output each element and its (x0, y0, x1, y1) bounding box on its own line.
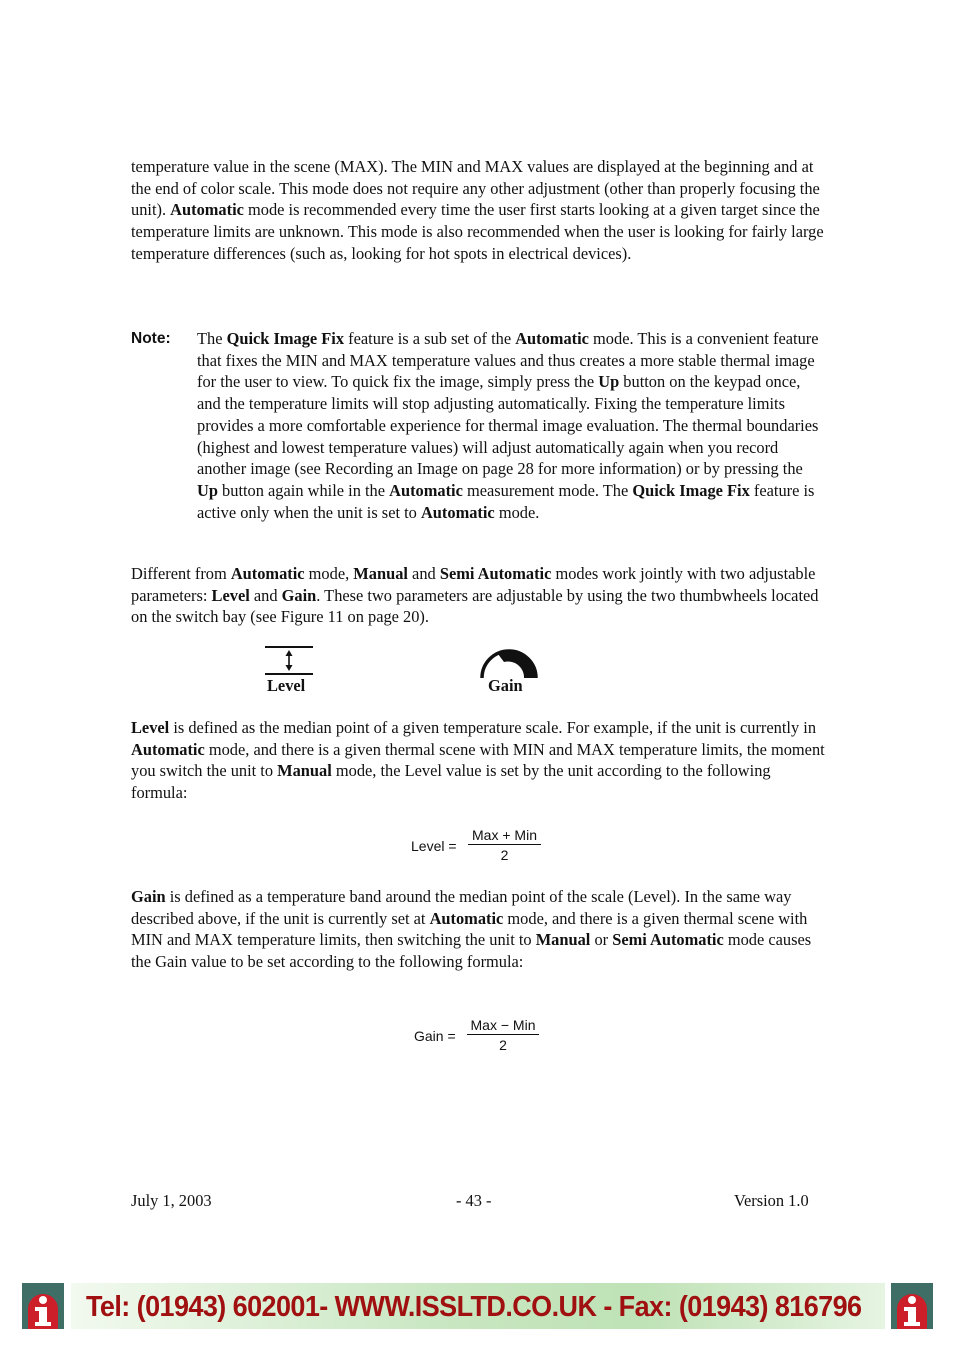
text: mode is recommended every time the user first starts looking at a given target since the temperature limits are unknown. This mode is also recommended when the user is looking for fairly large temperature differences (such as, looking for hot spots in electrical devices). (131, 200, 824, 263)
text: and (249, 585, 282, 605)
text: . These two parameters are adjustable by using the two thumbwheels located on the switch bay (see Figure 11 on page 20). (131, 585, 819, 627)
emphasis: Automatic (429, 908, 504, 928)
footer-date: July 1, 2003 (131, 1191, 212, 1210)
text: modes work jointly with two adjustable parameters: (131, 564, 816, 605)
formula-fraction (467, 1017, 539, 1053)
text: mode, (304, 564, 354, 583)
emphasis: Automatic (515, 329, 589, 348)
text: Different from (131, 564, 231, 583)
emphasis: Manual (277, 761, 332, 781)
text: mode. (494, 502, 540, 522)
emphasis: Level (131, 718, 170, 737)
text: temperature value in the scene (MAX). The MIN and MAX values are displayed at the beginning and at the end of color scale. This mode does not require any other adjustment (other than properly focusing the unit). (131, 157, 820, 220)
emphasis: Quick Image Fix (226, 329, 345, 348)
text: mode, the Level value is set by the unit according to the following formula: (131, 761, 771, 803)
text: mode, and there is a given thermal scene with MIN and MAX temperature limits, the moment you switch the unit to (131, 739, 825, 781)
note-label: Note: (131, 330, 171, 347)
text: feature is active only when the unit is set to (197, 480, 815, 522)
emphasis: Manual (353, 564, 408, 583)
footer-version: Version 1.0 (734, 1191, 809, 1210)
gain-thumbwheel-icon (480, 645, 538, 679)
formula-lhs: Gain = (414, 1028, 456, 1044)
formula-numerator: Max + Min (468, 827, 541, 845)
emphasis: Level (211, 585, 250, 605)
text: and (407, 564, 440, 583)
text: mode. This is a convenient feature that fixes the MIN and MAX temperature values and thus creates a more stable thermal image for the user to view. To quick fix the image, simply press the (197, 329, 819, 392)
info-logo-icon (891, 1283, 933, 1329)
footer-page-number: - 43 - (456, 1191, 492, 1210)
intro-paragraph (131, 156, 825, 265)
formula-denominator: 2 (499, 1037, 507, 1053)
text: is defined as the median point of a given temperature scale. For example, if the unit is currently in (169, 718, 817, 737)
text: button again while in the (217, 480, 390, 500)
emphasis: Automatic (230, 564, 305, 583)
formula-fraction (468, 827, 541, 863)
formula-denominator: 2 (500, 847, 509, 863)
text: or (590, 930, 613, 950)
emphasis: Gain (281, 585, 317, 605)
emphasis: Automatic (389, 480, 463, 500)
text: button on the keypad once, and the temperature limits will stop adjusting automatically. Fixing the temperature limits provides a more comfortable experience for thermal image evaluation. The thermal boundaries (highest and lowest temperature values) will adjust automatically again when you record another image (see Recording an Image on page 28 for more information) or by pressing the (197, 372, 819, 479)
formula-numerator: Max − Min (467, 1017, 539, 1035)
level-thumbwheel-icon (265, 645, 313, 677)
note-paragraph (197, 328, 827, 523)
emphasis: Automatic (170, 200, 244, 220)
emphasis: Manual (535, 930, 591, 950)
emphasis: Semi Automatic (439, 564, 552, 583)
text: mode causes the Gain value to be set according to the following formula: (131, 930, 812, 972)
emphasis: Up (197, 480, 218, 500)
emphasis: Gain (131, 887, 166, 906)
text: is defined as a temperature band around the median point of the scale (Level). In the same way described above, if the unit is currently set at (131, 887, 792, 928)
emphasis: Semi Automatic (612, 930, 724, 950)
formula-lhs: Level = (411, 838, 457, 854)
emphasis: Automatic (420, 502, 495, 522)
modes-paragraph (131, 563, 825, 628)
level-paragraph (131, 717, 825, 804)
gain-label: Gain (488, 676, 523, 695)
level-label: Level (267, 676, 306, 695)
contact-banner-text: Tel: (01943) 602001- WWW.ISSLTD.CO.UK - Fax: (01943) 816796 (86, 1291, 862, 1323)
gain-paragraph (131, 886, 825, 973)
text: measurement mode. The (462, 480, 633, 500)
info-logo-icon (22, 1283, 64, 1329)
text: The (197, 329, 227, 348)
text: mode, and there is a given thermal scene with MIN and MAX temperature limits, then switching the unit to (131, 908, 808, 950)
emphasis: Automatic (131, 739, 205, 759)
text: feature is a sub set of the (344, 329, 516, 348)
emphasis: Quick Image Fix (632, 480, 750, 500)
emphasis: Up (598, 372, 620, 392)
